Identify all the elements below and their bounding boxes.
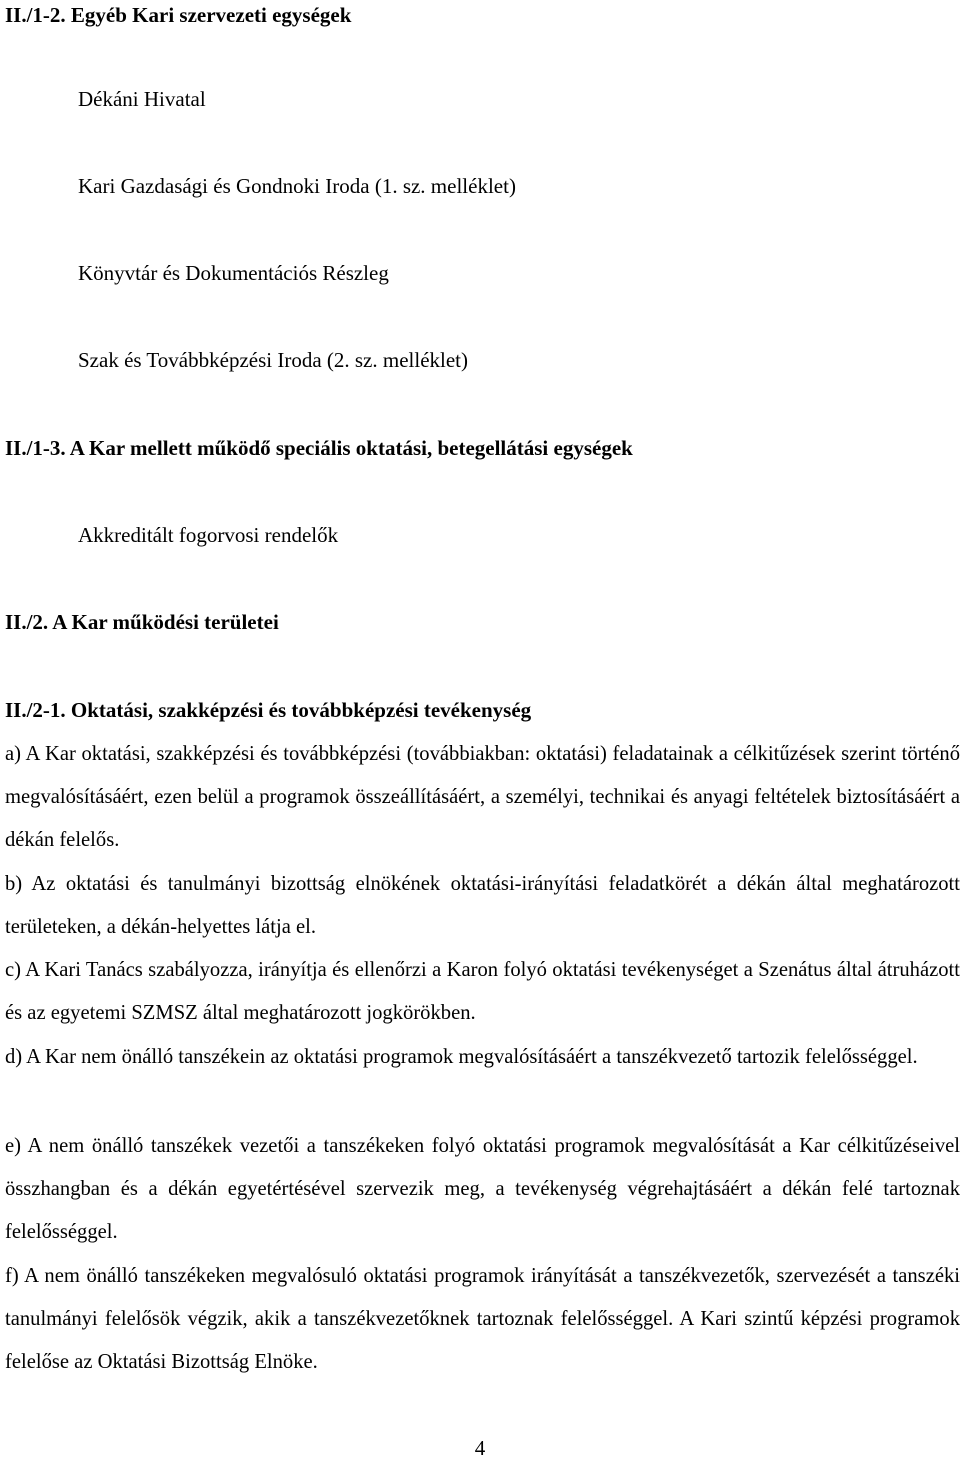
paragraph-b: b) Az oktatási és tanulmányi bizottság elnökének oktatási-irányítási feladatkörét a dékán által meghatározott területeken, a dékán-helyettes látja el. <box>5 873 960 938</box>
list-item: Akkreditált fogorvosi rendelők <box>78 523 339 547</box>
paragraph-f: f) A nem önálló tanszékeken megvalósuló oktatási programok irányítását a tanszékvezetők, szervezését a tanszéki tanulmányi felelősök végzik, akik a tanszékvezetőknek tartoznak felelősséggel. A Kari szintű képzési programok felelőse az Oktatási Bizottság Elnöke. <box>5 1265 960 1373</box>
page-number: 4 <box>474 1436 486 1460</box>
list-item: Kari Gazdasági és Gondnoki Iroda (1. sz. melléklet) <box>78 174 516 198</box>
paragraph-d: d) A Kar nem önálló tanszékein az oktatási programok megvalósításáért a tanszékvezető tartozik felelősséggel. <box>5 1046 918 1068</box>
list-item: Szak és Továbbképzési Iroda (2. sz. melléklet) <box>78 348 469 372</box>
paragraph-a: a) A Kar oktatási, szakképzési és továbbképzési (továbbiakban: oktatási) feladatainak a célkitűzések szerint történő megvalósításáért, ezen belül a programok összeállításáért, a személyi, technikai és anyagi feltételek biztosításáért a dékán felelős. <box>5 743 960 851</box>
section-heading-1-2: II./1-2. Egyéb Kari szervezeti egységek <box>5 3 352 27</box>
section-heading-1-3: II./1-3. A Kar mellett működő speciális oktatási, betegellátási egységek <box>5 436 633 460</box>
paragraph-e: e) A nem önálló tanszékek vezetői a tanszékeken folyó oktatási programok megvalósítását a Kar célkitűzéseivel összhangban és a dékán egyetértésével szervezik meg, a tevékenység végrehajtásáért a dékán felé tartoznak felelősséggel. <box>5 1135 960 1243</box>
list-item: Könyvtár és Dokumentációs Részleg <box>78 261 389 285</box>
section-heading-2-1: II./2-1. Oktatási, szakképzési és továbbképzési tevékenység <box>5 698 532 722</box>
paragraph-c: c) A Kari Tanács szabályozza, irányítja és ellenőrzi a Karon folyó oktatási tevékenységet a Szenátus által átruházott és az egyetemi SZMSZ által meghatározott jogkörökben. <box>5 959 960 1024</box>
list-item: Dékáni Hivatal <box>78 87 206 111</box>
section-heading-2: II./2. A Kar működési területei <box>5 610 279 634</box>
